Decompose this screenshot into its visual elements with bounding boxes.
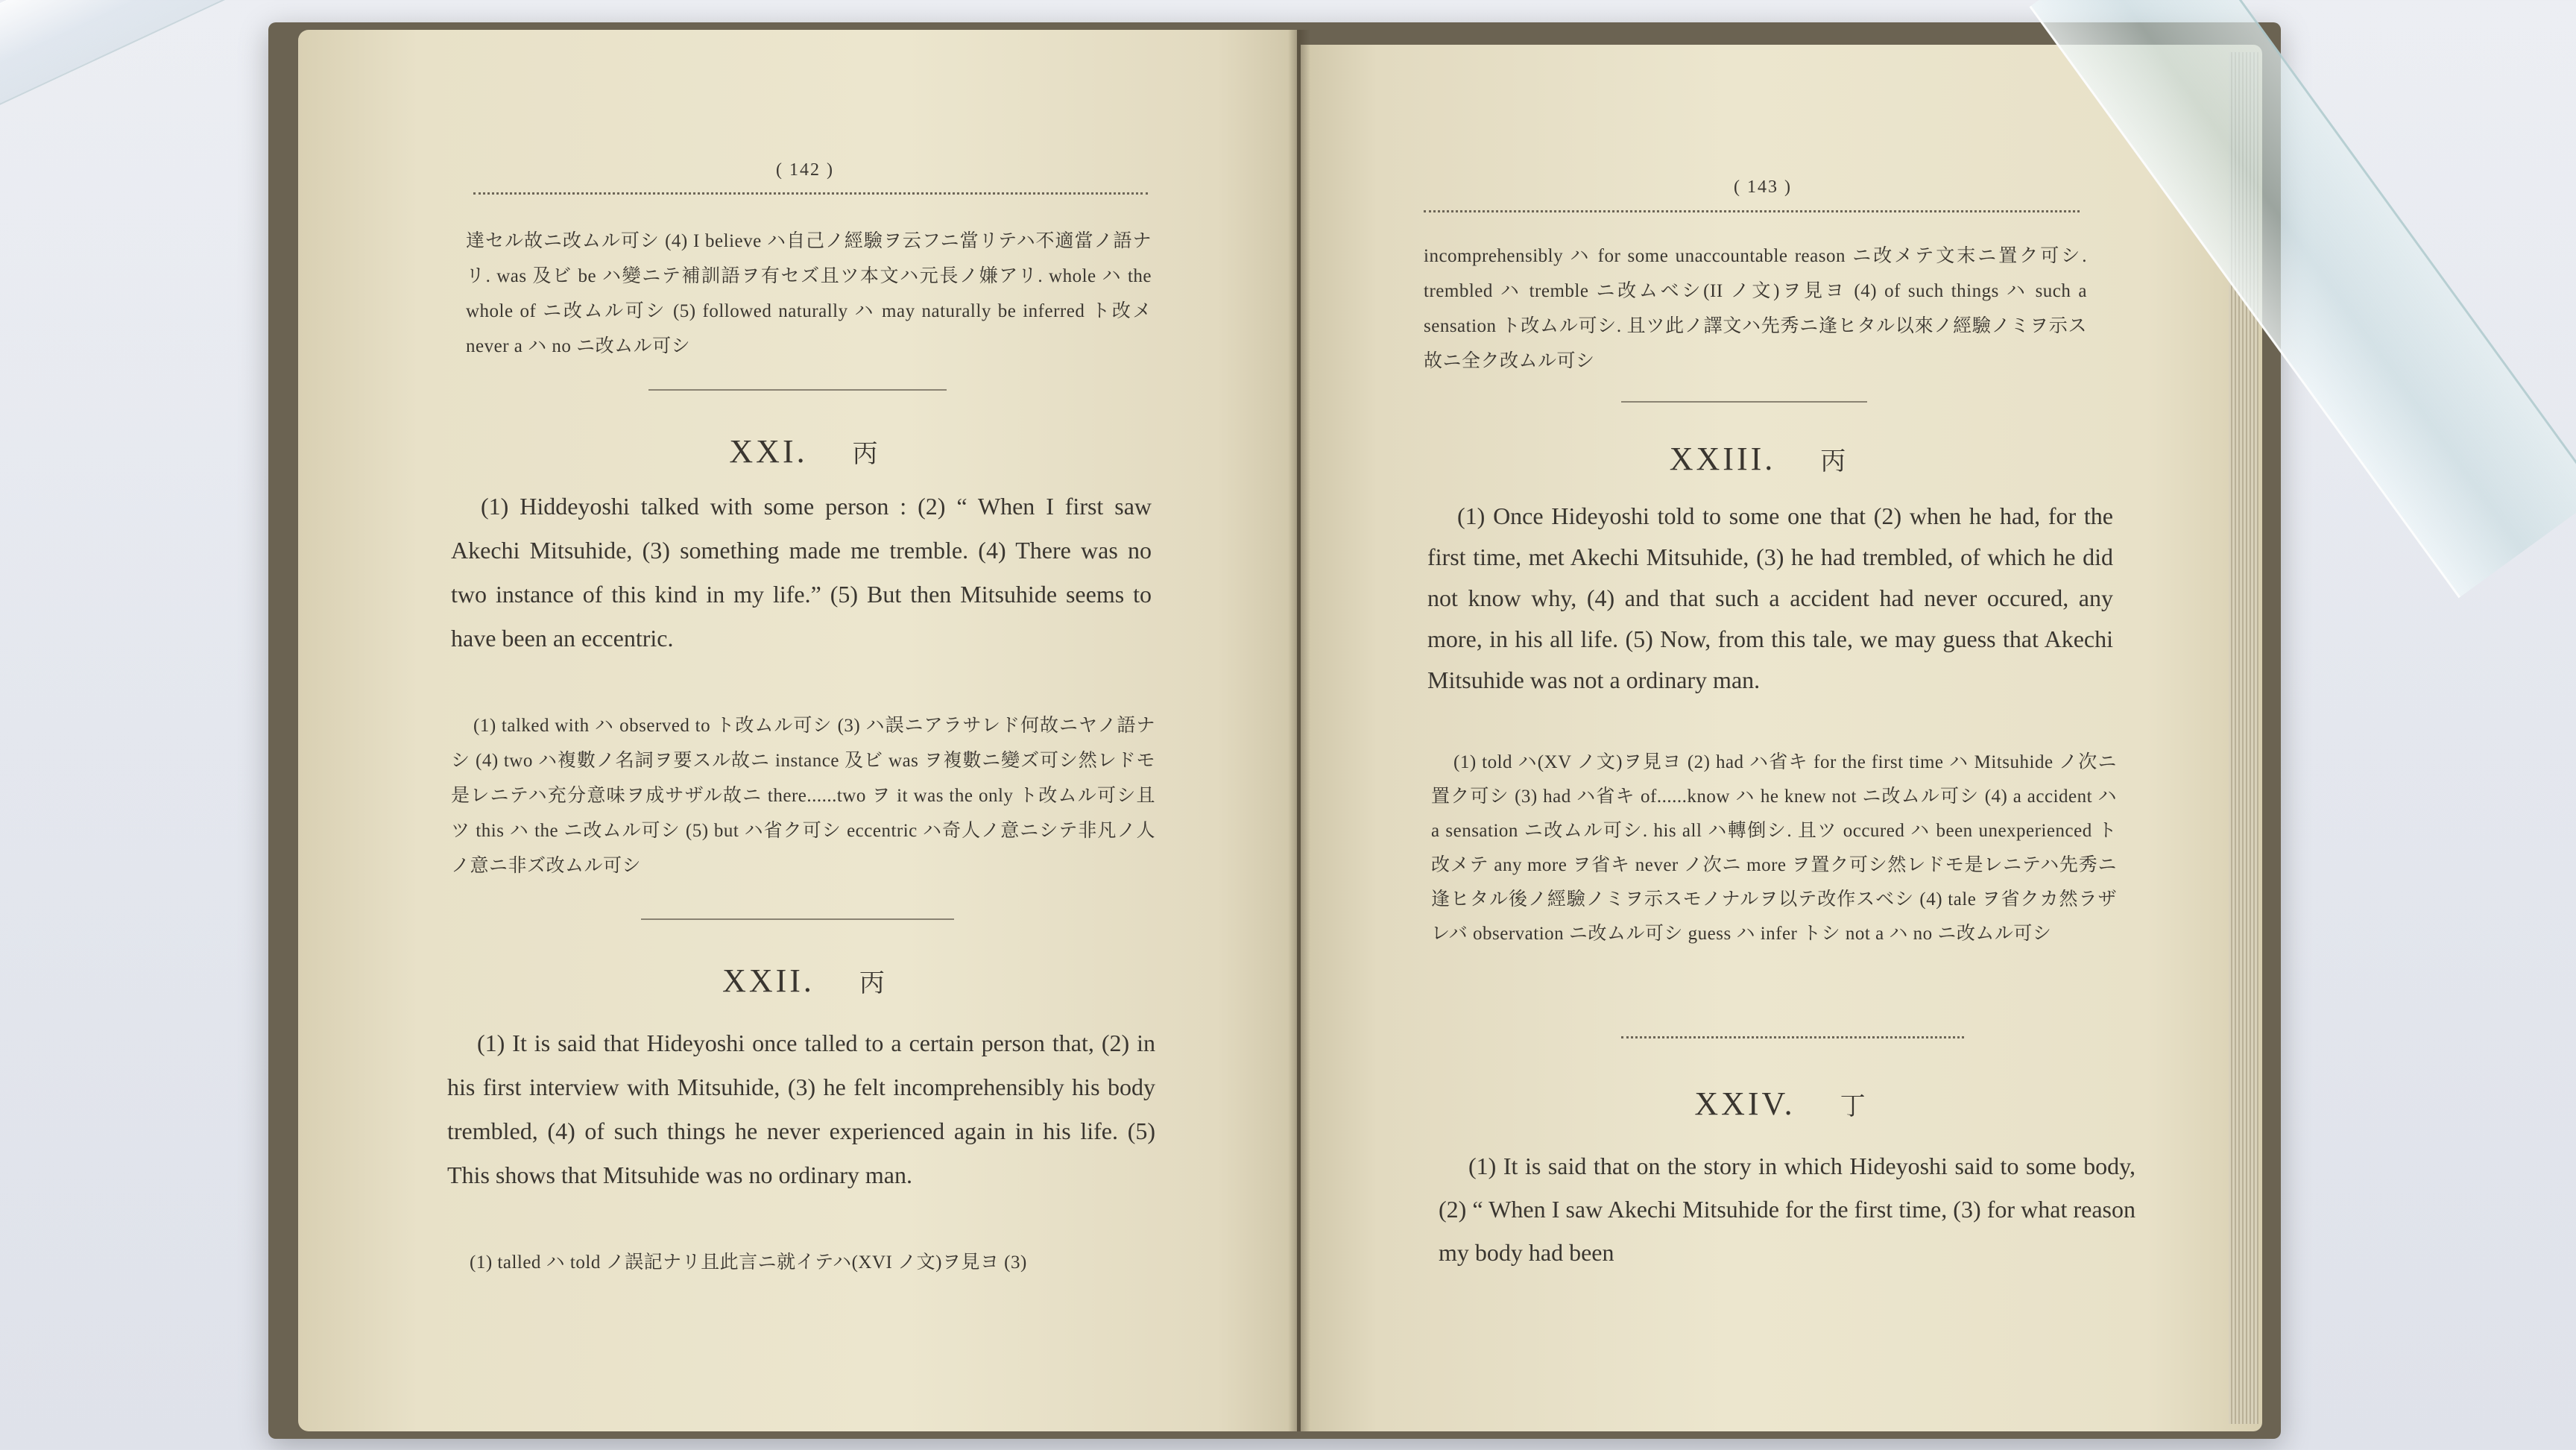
top-notes-right: incomprehensibly ハ for some unaccountable reason ニ改メテ文末ニ置ク可シ. trembled ハ tremble ニ改ムベシ(II ノ文)ヲ見ヨ (4) of such things ハ such a sensation ト改ムル可シ. 且ツ此ノ譯文ハ先秀ニ逢ヒタル以來ノ經驗ノミヲ示ス故ニ全ク改ムル可シ [1424,246,2087,371]
section-divider [641,918,954,920]
section-xxi-english: (1) Hiddeyoshi talked with some person : (2) “ When I first saw Akechi Mitsuhide, (3) something made me tremble. (4) There was no two instance of this kind in my life.” (5) But then Mitsuhide seems to have been an eccentric. [451,493,1152,652]
section-xxii-notes: (1) talled ハ told ノ誤記ナリ且此言ニ就イテハ(XVI ノ文)ヲ見ヨ (3) [470,1252,1027,1273]
header-rule-right [1424,203,2080,212]
section-heading-xxiii [1603,440,1916,478]
section-divider-wavy [1621,1029,1964,1038]
section-divider [1621,401,1867,403]
heading-numeral: XXII. [722,962,815,999]
header-rule-left [473,185,1148,195]
page-number-left: ( 142 ) [776,160,834,180]
section-heading-xxiv [1625,1085,1938,1123]
section-xxiv-english: (1) It is said that on the story in which Hideyoshi said to some body, (2) “ When I saw Akechi Mitsuhide for the first time, (3) for what reason my body had been [1439,1153,2135,1266]
section-heading-xxi [656,432,954,470]
heading-numeral: XXIV. [1694,1085,1796,1122]
top-notes-left: 達セル故ニ改ムル可シ (4) I believe ハ自己ノ經驗ヲ云フニ當リテハ不適當ノ語ナリ. was 及ビ be ハ變ニテ補訓語ヲ有セズ且ツ本文ハ元長ノ嫌アリ. whole ハ the whole of ニ改ムル可シ (5) followed naturally ハ may naturally be inferred ト改メ never a ハ no ニ改ムル可シ [466,231,1152,356]
section-xxiii-notes: (1) told ハ(XV ノ文)ヲ見ヨ (2) had ハ省キ for the first time ハ Mitsuhide ノ次ニ置ク可シ (3) had ハ省キ of......know ハ he knew not ニ改ムル可シ (4) a accident ハ a sensation ニ改ムル可シ. his all ハ轉倒シ. 且ツ occured ハ been unexperienced ト改メテ any more ヲ省キ never ノ次ニ more ヲ置ク可シ然レドモ是レニテハ先秀ニ逢ヒタル後ノ經驗ノミヲ示スモノナルヲ以テ改作スベシ (4) tale ヲ省クカ然ラザレバ observation ニ改ムル可シ guess ハ infer トシ not a ハ no ニ改ムル可シ [1431,752,2117,944]
grade-mark: 丁 [1840,1093,1869,1120]
section-xxi-notes: (1) talked with ハ observed to ト改ムル可シ (3) ハ誤ニアラサレド何故ニヤノ語ナシ (4) two ハ複數ノ名詞ヲ要スル故ニ instance 及ビ was ヲ複數ニ變ズ可シ然レドモ是レニテハ充分意味ヲ成サザル故ニ there......two ヲ it was the only ト改ムル可シ且ツ this ハ the ニ改ムル可シ (5) but ハ省ク可シ eccentric ハ奇人ノ意ニシテ非凡ノ人ノ意ニ非ズ改ムル可シ [451,716,1155,876]
section-divider [648,389,947,391]
heading-numeral: XXI. [729,433,808,470]
section-xxiii-english: (1) Once Hideyoshi told to some one that (2) when he had, for the first time, met Akechi Mitsuhide, (3) he had trembled, of which he did not know why, (4) and that such a accident had never occured, any more, in his all life. (5) Now, from this tale, we may guess that Akechi Mitsuhide was not a ordinary man. [1427,502,2113,693]
grade-mark: 丙 [1820,448,1849,476]
section-xxii-english: (1) It is said that Hideyoshi once talled to a certain person that, (2) in his first interview with Mitsuhide, (3) he felt incomprehensibly his body trembled, (4) of such things he never experienced again in his life. (5) This shows that Mitsuhide was no ordinary man. [447,1030,1155,1188]
page-number-right: ( 143 ) [1734,177,1792,197]
grade-mark: 丙 [852,441,881,468]
book-gutter [1288,30,1310,1431]
heading-numeral: XXIII. [1669,441,1776,477]
grade-mark: 丙 [859,970,888,997]
section-heading-xxii [656,962,954,1000]
